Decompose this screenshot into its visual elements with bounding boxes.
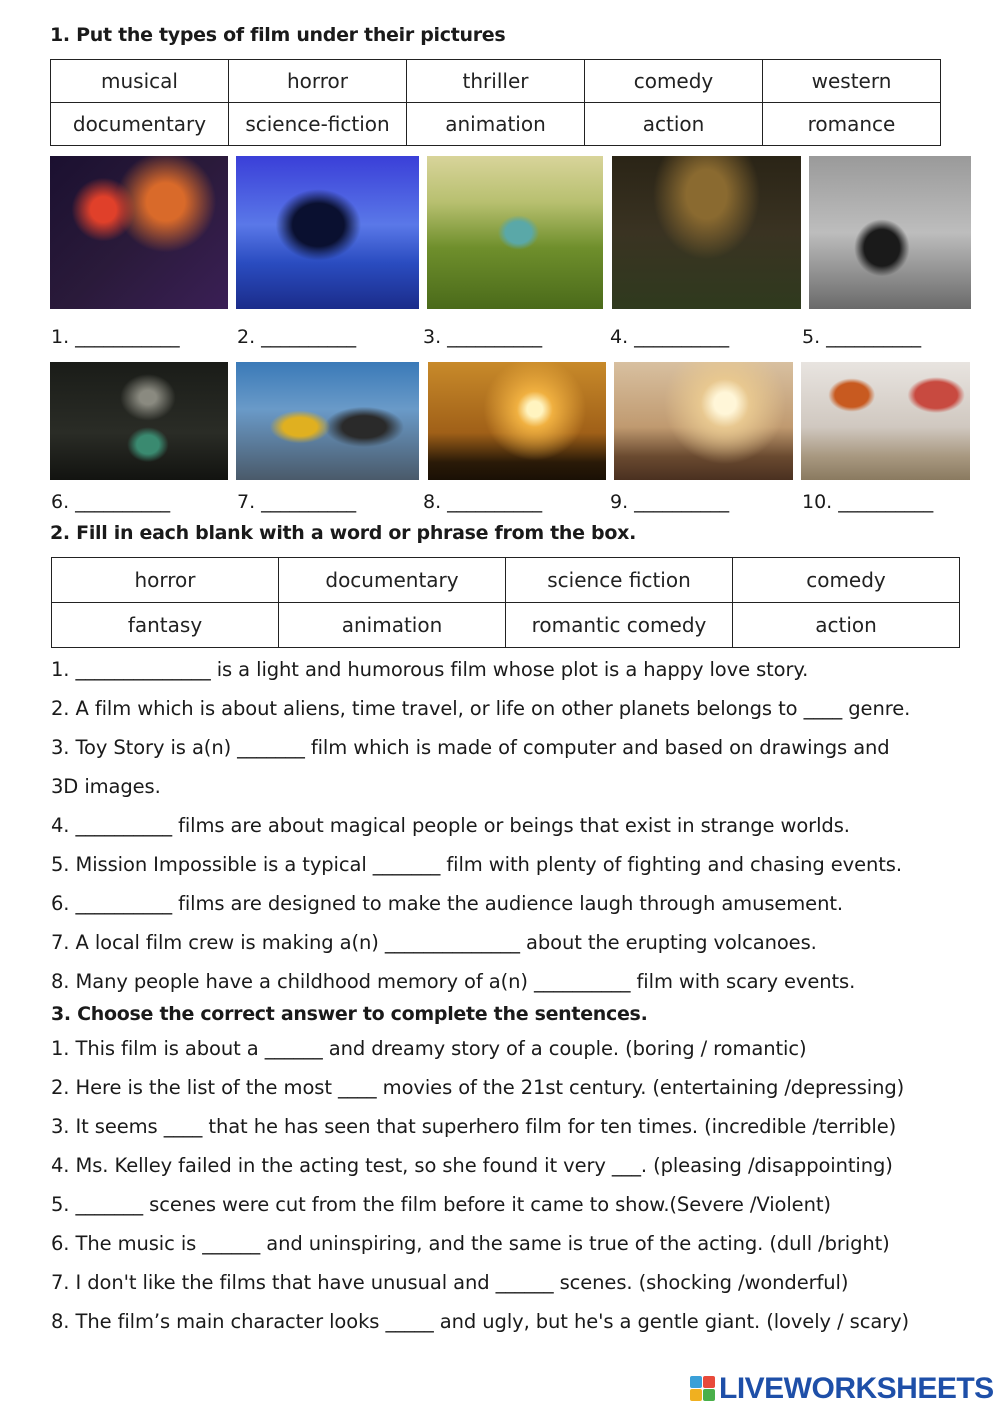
fill-sentence[interactable]: 8. Many people have a childhood memory of a(n) __________ film with scary events. [51,970,856,993]
choice-sentence[interactable]: 3. It seems ____ that he has seen that superhero film for ten times. (incredible /terrible) [51,1115,897,1138]
choice-sentence[interactable]: 6. The music is ______ and uninspiring, and the same is true of the acting. (dull /bright) [51,1232,890,1255]
section-2-title: 2. Fill in each blank with a word or phrase from the box. [50,522,636,544]
table-cell: animation [279,603,506,648]
fill-sentence[interactable]: 2. A film which is about aliens, time travel, or life on other planets belongs to ____ genre. [51,697,911,720]
section-1-title: 1. Put the types of film under their pictures [50,24,506,46]
photo-cowboy-horses [614,362,793,480]
table-cell: horror [52,558,279,603]
blank-answer[interactable]: 6. __________ [51,491,171,513]
table-cell: comedy [585,60,763,103]
choice-sentence[interactable]: 2. Here is the list of the most ____ movies of the 21st century. (entertaining /depressing) [51,1076,905,1099]
table-cell: science fiction [506,558,733,603]
fill-sentence[interactable]: 5. Mission Impossible is a typical _______ film with plenty of fighting and chasing events. [51,853,902,876]
liveworksheets-logo [690,1372,994,1406]
photo-scifi-robot [50,156,228,309]
photo-toy-figure [427,156,603,309]
section-3-title: 3. Choose the correct answer to complete the sentences. [51,1003,648,1025]
blank-answer[interactable]: 2. __________ [237,326,357,348]
blank-answer[interactable]: 3. __________ [423,326,543,348]
table-cell: comedy [733,558,960,603]
fill-sentence[interactable]: 7. A local film crew is making a(n) ______________ about the erupting volcanoes. [51,931,817,954]
fill-sentence: 3D images. [51,775,161,798]
blank-answer[interactable]: 9. __________ [610,491,730,513]
fill-sentence[interactable]: 6. __________ films are designed to make the audience laugh through amusement. [51,892,843,915]
table-cell: fantasy [52,603,279,648]
logo-text: LIVEWORKSHEETS [719,1372,994,1405]
photo-man-dark-room [50,362,228,480]
photo-flying-kick-silhouette [428,362,606,480]
choice-sentence[interactable]: 7. I don't like the films that have unusual and ______ scenes. (shocking /wonderful) [51,1271,849,1294]
table-cell: romance [763,103,941,146]
logo-grid-icon [690,1376,716,1402]
blank-answer[interactable]: 1. ___________ [51,326,180,348]
fill-sentence[interactable]: 4. __________ films are about magical people or beings that exist in strange worlds. [51,814,850,837]
photo-couple-laughing [236,362,419,480]
blank-answer[interactable]: 5. __________ [802,326,922,348]
table-cell: documentary [51,103,229,146]
table-cell: action [733,603,960,648]
table-cell: horror [229,60,407,103]
photo-clapperboard [809,156,971,309]
blank-answer[interactable]: 10. __________ [802,491,934,513]
table-cell: science-fiction [229,103,407,146]
table-cell: thriller [407,60,585,103]
choice-sentence[interactable]: 4. Ms. Kelley failed in the acting test, so she found it very ___. (pleasing /disappointing) [51,1154,893,1177]
blank-answer[interactable]: 7. __________ [237,491,357,513]
table-cell: western [763,60,941,103]
table-cell: documentary [279,558,506,603]
choice-sentence[interactable]: 8. The film’s main character looks _____ and ugly, but he's a gentle giant. (lovely / scary) [51,1310,910,1333]
table-cell: animation [407,103,585,146]
table-cell: romantic comedy [506,603,733,648]
word-box-table [51,557,960,648]
blank-answer[interactable]: 8. __________ [423,491,543,513]
table-cell: action [585,103,763,146]
choice-sentence[interactable]: 1. This film is about a ______ and dreamy story of a couple. (boring / romantic) [51,1037,807,1060]
photo-hot-air-balloons [801,362,970,480]
film-types-table [50,59,941,146]
fill-sentence[interactable]: 3. Toy Story is a(n) _______ film which is made of computer and based on drawings and [51,736,890,759]
table-cell: musical [51,60,229,103]
photo-graveyard-night [612,156,801,309]
fill-sentence[interactable]: 1. ______________ is a light and humorous film whose plot is a happy love story. [51,658,809,681]
blank-answer[interactable]: 4. __________ [610,326,730,348]
choice-sentence[interactable]: 5. _______ scenes were cut from the film before it came to show.(Severe /Violent) [51,1193,831,1216]
photo-concert-stage [236,156,419,309]
